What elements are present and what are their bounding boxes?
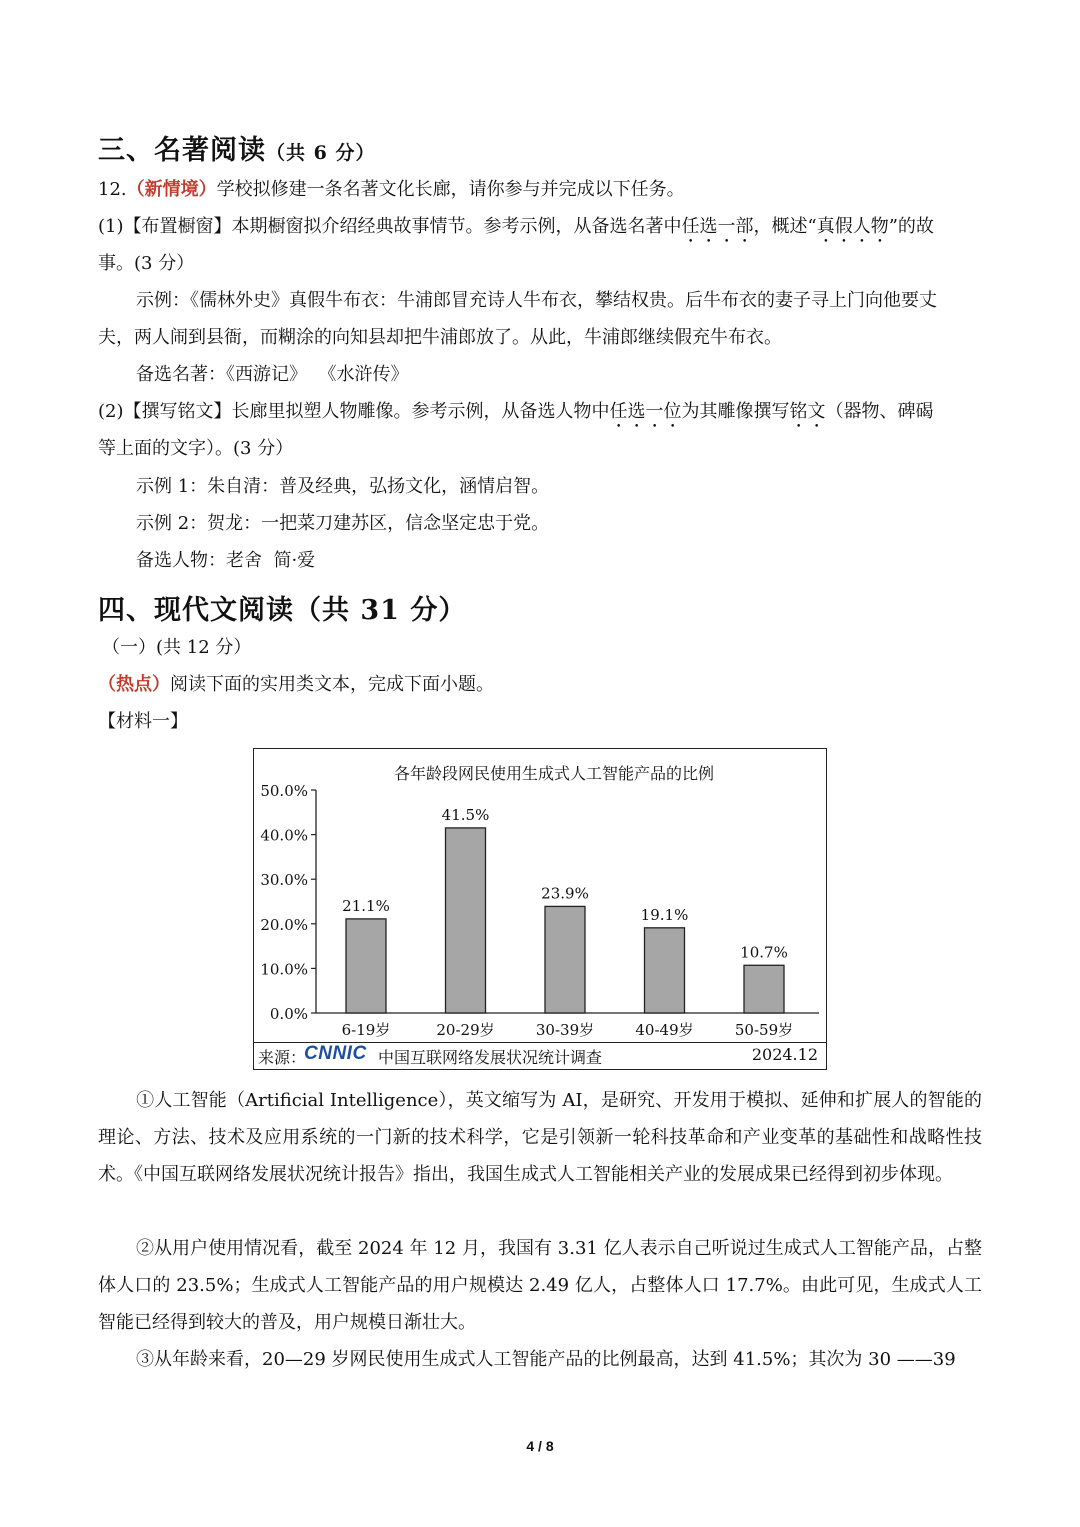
bar-value-label: 19.1% bbox=[640, 905, 689, 924]
x-tick-label: 20-29岁 bbox=[436, 1021, 495, 1039]
bar bbox=[446, 828, 486, 1013]
part1-title: （一）(共 12 分） bbox=[102, 637, 252, 658]
task2-example-2: 示例 2：贺龙：一把菜刀建苏区，信念坚定忠于党。 bbox=[136, 513, 550, 534]
chart-source bbox=[254, 1042, 826, 1069]
task2-emphasis-2: 铭文 bbox=[789, 401, 826, 422]
bar-value-label: 21.1% bbox=[342, 896, 390, 915]
bar bbox=[744, 965, 784, 1013]
y-tick-label: 20.0% bbox=[260, 915, 308, 934]
bar-value-label: 10.7% bbox=[740, 943, 788, 962]
task1-text-a: (1)【布置橱窗】本期橱窗拟介绍经典故事情节。参考示例，从备选名著中 bbox=[98, 216, 682, 237]
task1-heading bbox=[98, 215, 934, 247]
bar-chart-frame bbox=[253, 748, 827, 1070]
part1-tag: （热点） bbox=[98, 674, 170, 695]
bar-value-label: 23.9% bbox=[541, 884, 589, 903]
paragraph-1 bbox=[98, 1082, 982, 1193]
source-prefix: 来源： bbox=[258, 1048, 307, 1067]
x-tick-label: 30-39岁 bbox=[535, 1021, 595, 1039]
task1-example-line1: 示例：《儒林外史》真假牛布衣：牛浦郎冒充诗人牛布衣，攀结权贵。后牛布衣的妻子寻上门向他要丈 bbox=[136, 290, 937, 311]
paragraph-3-text: ③从年龄来看，20—29 岁网民使用生成式人工智能产品的比例最高，达到 41.5%；其次为 30 ——39 bbox=[136, 1349, 956, 1370]
task2-heading bbox=[98, 400, 934, 432]
question-tag: （新情境） bbox=[126, 179, 217, 200]
page-number: 4 / 8 bbox=[526, 1438, 554, 1454]
bar bbox=[545, 906, 585, 1013]
chart-title: 各年龄段网民使用生成式人工智能产品的比例 bbox=[393, 764, 715, 783]
x-tick-label: 40-49岁 bbox=[635, 1021, 694, 1039]
bar bbox=[645, 928, 685, 1013]
material-label: 【材料一】 bbox=[98, 711, 188, 732]
task2-text-c: （器物、碑碣 bbox=[825, 401, 934, 422]
task1-text-b: ，概述“ bbox=[753, 216, 817, 237]
task1-example-line2: 夫，两人闹到县衙，而糊涂的向知县却把牛浦郎放了。从此，牛浦郎继续假充牛布衣。 bbox=[98, 327, 782, 348]
task1-emphasis-1: 任选一部 bbox=[681, 216, 754, 237]
y-tick-label: 10.0% bbox=[260, 960, 308, 979]
y-tick-label: 30.0% bbox=[260, 871, 308, 890]
x-tick-label: 6-19岁 bbox=[341, 1021, 391, 1039]
paragraph-2 bbox=[98, 1230, 982, 1341]
part1-instruction-line bbox=[98, 673, 494, 697]
question-12 bbox=[98, 178, 685, 202]
bar-value-label: 41.5% bbox=[441, 805, 490, 824]
task2-example-1: 示例 1：朱自清：普及经典，弘扬文化，涵情启智。 bbox=[136, 476, 550, 497]
task2-heading-line2: 等上面的文字）。(3 分） bbox=[98, 438, 294, 459]
task2-emphasis-1: 任选一位 bbox=[609, 401, 682, 422]
paragraph-3 bbox=[98, 1341, 982, 1378]
source-name: 中国互联网络发展状况统计调查 bbox=[378, 1048, 603, 1067]
y-tick-label: 0.0% bbox=[269, 1005, 308, 1023]
task1-heading-line2: 事。(3 分） bbox=[98, 253, 195, 274]
task2-options: 备选人物：老舍 简·爱 bbox=[136, 550, 316, 571]
task1-options: 备选名著：《西游记》 《水浒传》 bbox=[136, 364, 409, 385]
question-number: 12. bbox=[98, 179, 127, 200]
task2-text-a: (2)【撰写铭文】长廊里拟塑人物雕像。参考示例，从备选人物中 bbox=[98, 401, 610, 422]
y-tick-label: 50.0% bbox=[260, 782, 308, 800]
section4-heading: 四、现代文阅读（共 31 分） bbox=[98, 595, 467, 626]
cnnic-logo: CNNIC bbox=[304, 1043, 367, 1064]
bars bbox=[342, 806, 793, 1039]
section3-title: 三、名著阅读 bbox=[98, 135, 266, 166]
part1-instruction: 阅读下面的实用类文本，完成下面小题。 bbox=[170, 674, 494, 695]
paragraph-1-text: ①人工智能（Artificial Intelligence），英文缩写为 AI，是研究、开发用于模拟、延伸和扩展人的智能的理论、方法、技术及应用系统的一门新的技术科学，它是引领新一轮科技革命和产业变革的基础性和战略性技术。《中国互联网络发展状况统计报告》指出，我国生成式人工智能相关产业的发展成果已经得到初步体现。 bbox=[98, 1090, 982, 1185]
section3-points: （共 6 分） bbox=[266, 142, 376, 164]
paragraph-2-text: ②从用户使用情况看，截至 2024 年 12 月，我国有 3.31 亿人表示自己听说过生成式人工智能产品，占整体人口的 23.5%；生成式人工智能产品的用户规模达 2.49 亿人，占整体人口 17.7%。由此可见，生成式人工智能已经得到较大的普及，用户规模日渐壮大。 bbox=[98, 1238, 982, 1333]
source-date: 2024.12 bbox=[751, 1045, 818, 1064]
y-tick-label: 40.0% bbox=[260, 826, 308, 845]
task2-text-b: 为其雕像撰写 bbox=[681, 401, 790, 422]
question-stem: 学校拟修建一条名著文化长廊，请你参与并完成以下任务。 bbox=[216, 179, 685, 200]
bar-chart bbox=[254, 749, 826, 1043]
x-tick-label: 50-59岁 bbox=[734, 1021, 794, 1039]
task1-emphasis-2: 真假人物 bbox=[816, 216, 889, 237]
section3-heading bbox=[98, 128, 375, 167]
task1-text-c: ”的故 bbox=[888, 216, 934, 237]
bar bbox=[346, 919, 386, 1013]
